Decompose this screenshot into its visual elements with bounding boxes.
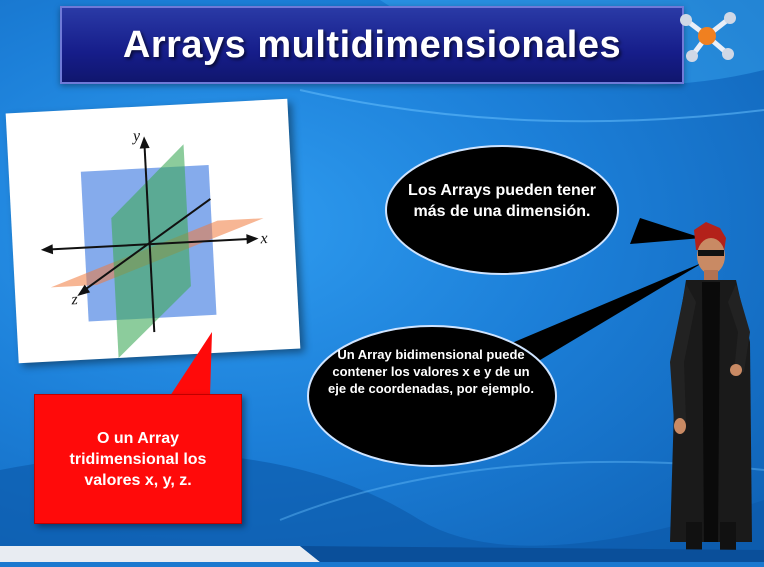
axis-label-x: x [260,230,269,248]
bubble-bottom-text: Un Array bidimensional puede contener los valores x e y de un eje de coordenadas, por ejemplo. [328,347,534,396]
character-avatar [640,222,764,562]
axis-label-y: y [132,127,141,145]
bottom-strip [0,540,764,562]
callout-text: O un Array tridimensional los valores x, y, z. [69,429,207,489]
slide-title: Arrays multidimensionales [122,23,622,66]
axis-label-z: z [71,291,79,309]
bubble-top-text: Los Arrays pueden tener más de una dimensión. [408,182,596,220]
